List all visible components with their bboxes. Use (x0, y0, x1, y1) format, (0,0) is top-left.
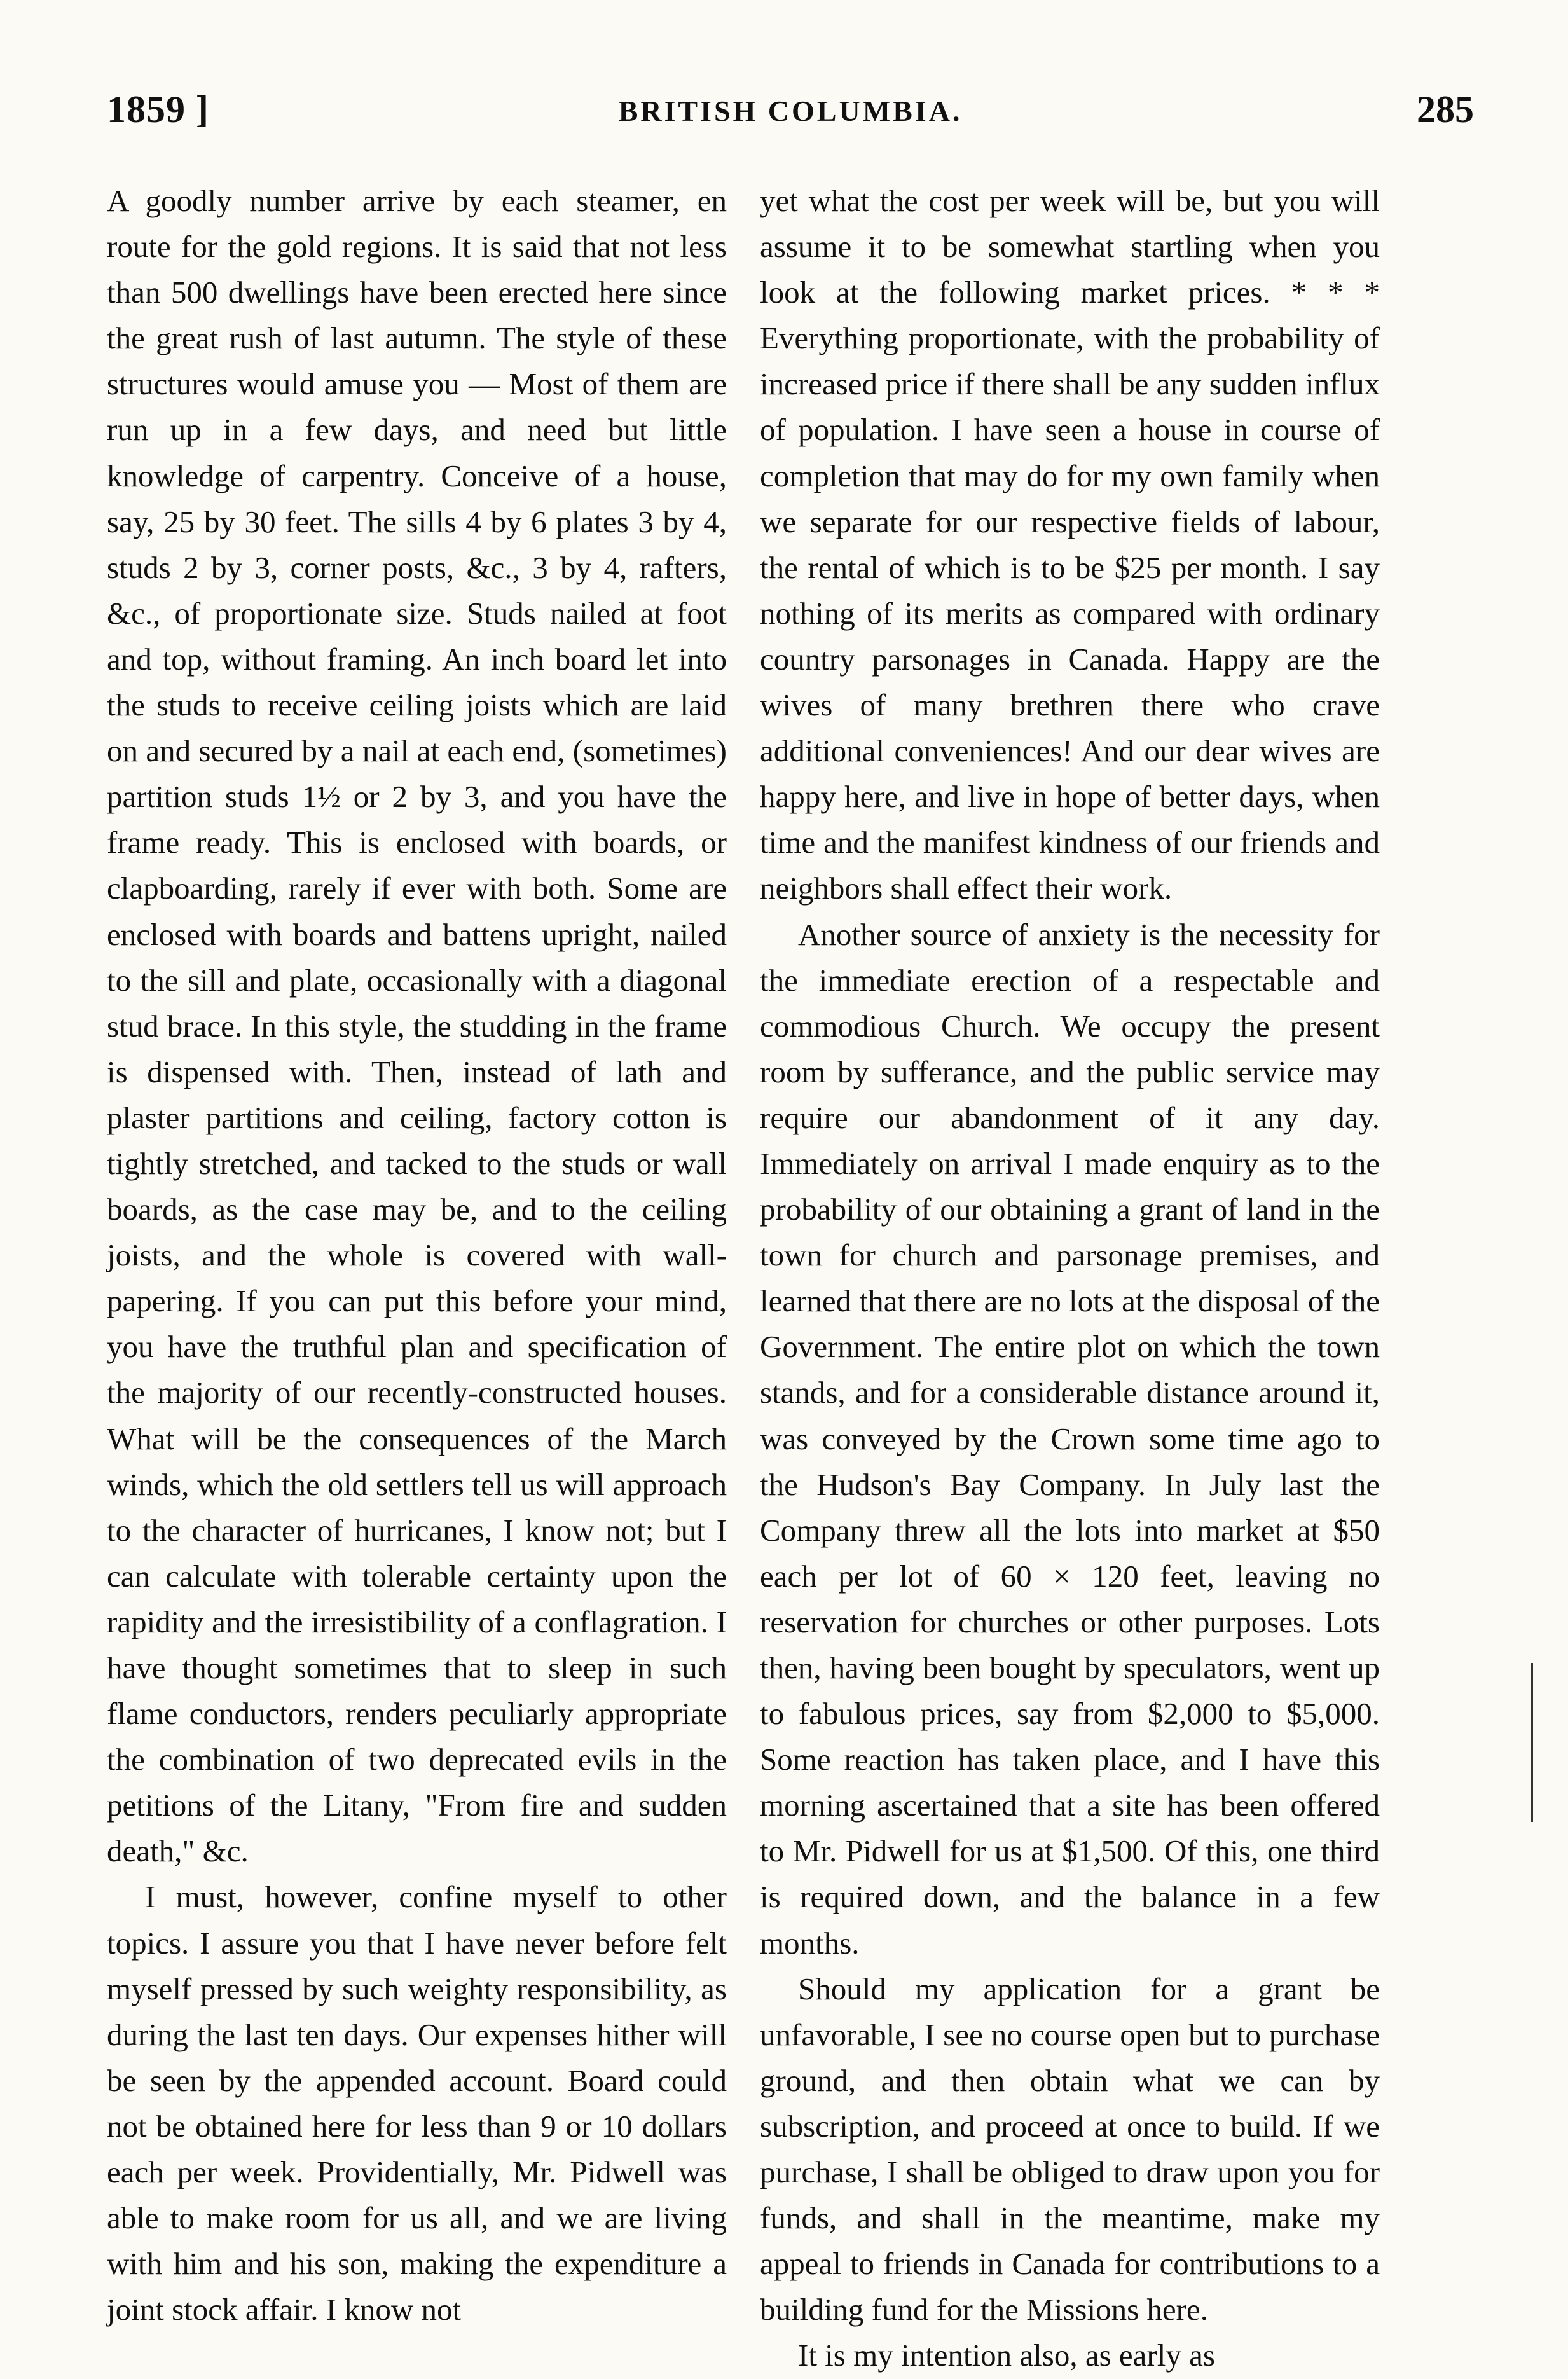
paragraph: It is my intention also, as early as (798, 2338, 1215, 2373)
paragraph: A goodly number arrive by each steamer, en route for the gold regions. It is said that not less than 500 dwellings have been erected here since the great rush of last autumn. The style of these structures would amuse you — Most of them are run up in a few days, and need but little knowledge of carpentry. Conceive of a house, say, 25 by 30 feet. The sills 4 by 6 plates 3 by 4, studs 2 by 3, corner posts, &c., 3 by 4, rafters, &c., of proportionate size. Studs nailed at foot and top, without framing. An inch board let into the studs to receive ceiling joists which are laid on and secured by a nail at each end, (sometimes) partition studs 1½ or 2 by 3, and you have the frame ready. This is enclosed with boards, or clapboarding, rarely if ever with both. Some are enclosed with boards and battens upright, nailed to the sill and plate, occasionally with a diagonal stud brace. In this style, the studding in the frame is dispensed with. Then, instead of lath and plaster partitions and ceiling, factory cotton is tightly stretched, and tacked to the studs or wall boards, as the case may be, and to the ceiling joists, and the whole is covered with wall-papering. If you can put this before your mind, you have the truthful plan and specification of the majority of our recently-constructed houses. What will be the consequences of the March winds, which the old settlers tell us will approach to the character of hurricanes, I know not; but I can calculate with tolerable certainty upon the rapidity and the irresistibility of a conflagration. I have thought sometimes that to sleep in such flame conductors, renders peculiarly appropriate the combination of two deprecated evils in the petitions of the Litany, "From fire and sudden death," &c. (107, 183, 727, 1869)
page-number: 285 (1417, 88, 1474, 130)
paragraph: Should my application for a grant be unfavorable, I see no course open but to purchase ground, and then obtain what we can by subscription, and proceed at once to build. If we purchase, I shall be obliged to draw upon you for funds, and shall in the meantime, make my appeal to friends in Canada for contributions to a building fund for the Missions here. (760, 1971, 1380, 2327)
header-year: 1859 ] (107, 88, 209, 130)
right-column (760, 178, 1380, 2379)
running-header (107, 88, 1474, 145)
left-column (107, 178, 727, 2333)
paragraph: Another source of anxiety is the necessity for the immediate erection of a respectable and commodious Church. We occupy the present room by sufferance, and the public service may require our abandonment of it any day. Immediately on arrival I made enquiry as to the probability of our obtaining a grant of land in the town for church and parsonage premises, and learned that there are no lots at the disposal of the Government. The entire plot on which the town stands, and for a considerable distance around it, was conveyed by the Crown some time ago to the Hudson's Bay Company. In July last the Company threw all the lots into market at $50 each per lot of 60 × 120 feet, leaving no reservation for churches or other purposes. Lots then, having been bought by speculators, went up to fabulous prices, say from $2,000 to $5,000. Some reaction has taken place, and I have this morning ascertained that a site has been offered to Mr. Pidwell for us at $1,500. Of this, one third is required down, and the balance in a few months. (760, 916, 1380, 1961)
margin-mark (1531, 1663, 1533, 1822)
header-title: BRITISH COLUMBIA. (618, 95, 963, 127)
paragraph: I must, however, confine myself to other topics. I assure you that I have never before felt myself pressed by such weighty responsibility, as during the last ten days. Our expenses hither will be seen by the appended account. Board could not be obtained here for less than 9 or 10 dollars each per week. Providentially, Mr. Pidwell was able to make room for us all, and we are living with him and his son, making the expenditure a joint stock affair. I know not (107, 1879, 727, 2327)
paragraph: yet what the cost per week will be, but you will assume it to be somewhat startling when you look at the following market prices. * * * Everything proportionate, with the probability of increased price if there shall be any sudden influx of population. I have seen a house in course of completion that may do for my own family when we separate for our respective fields of labour, the rental of which is to be $25 per month. I say nothing of its merits as compared with ordinary country parsonages in Canada. Happy are the wives of many brethren there who crave additional conveniences! And our dear wives are happy here, and live in hope of better days, when time and the manifest kindness of our friends and neighbors shall effect their work. (760, 183, 1380, 906)
